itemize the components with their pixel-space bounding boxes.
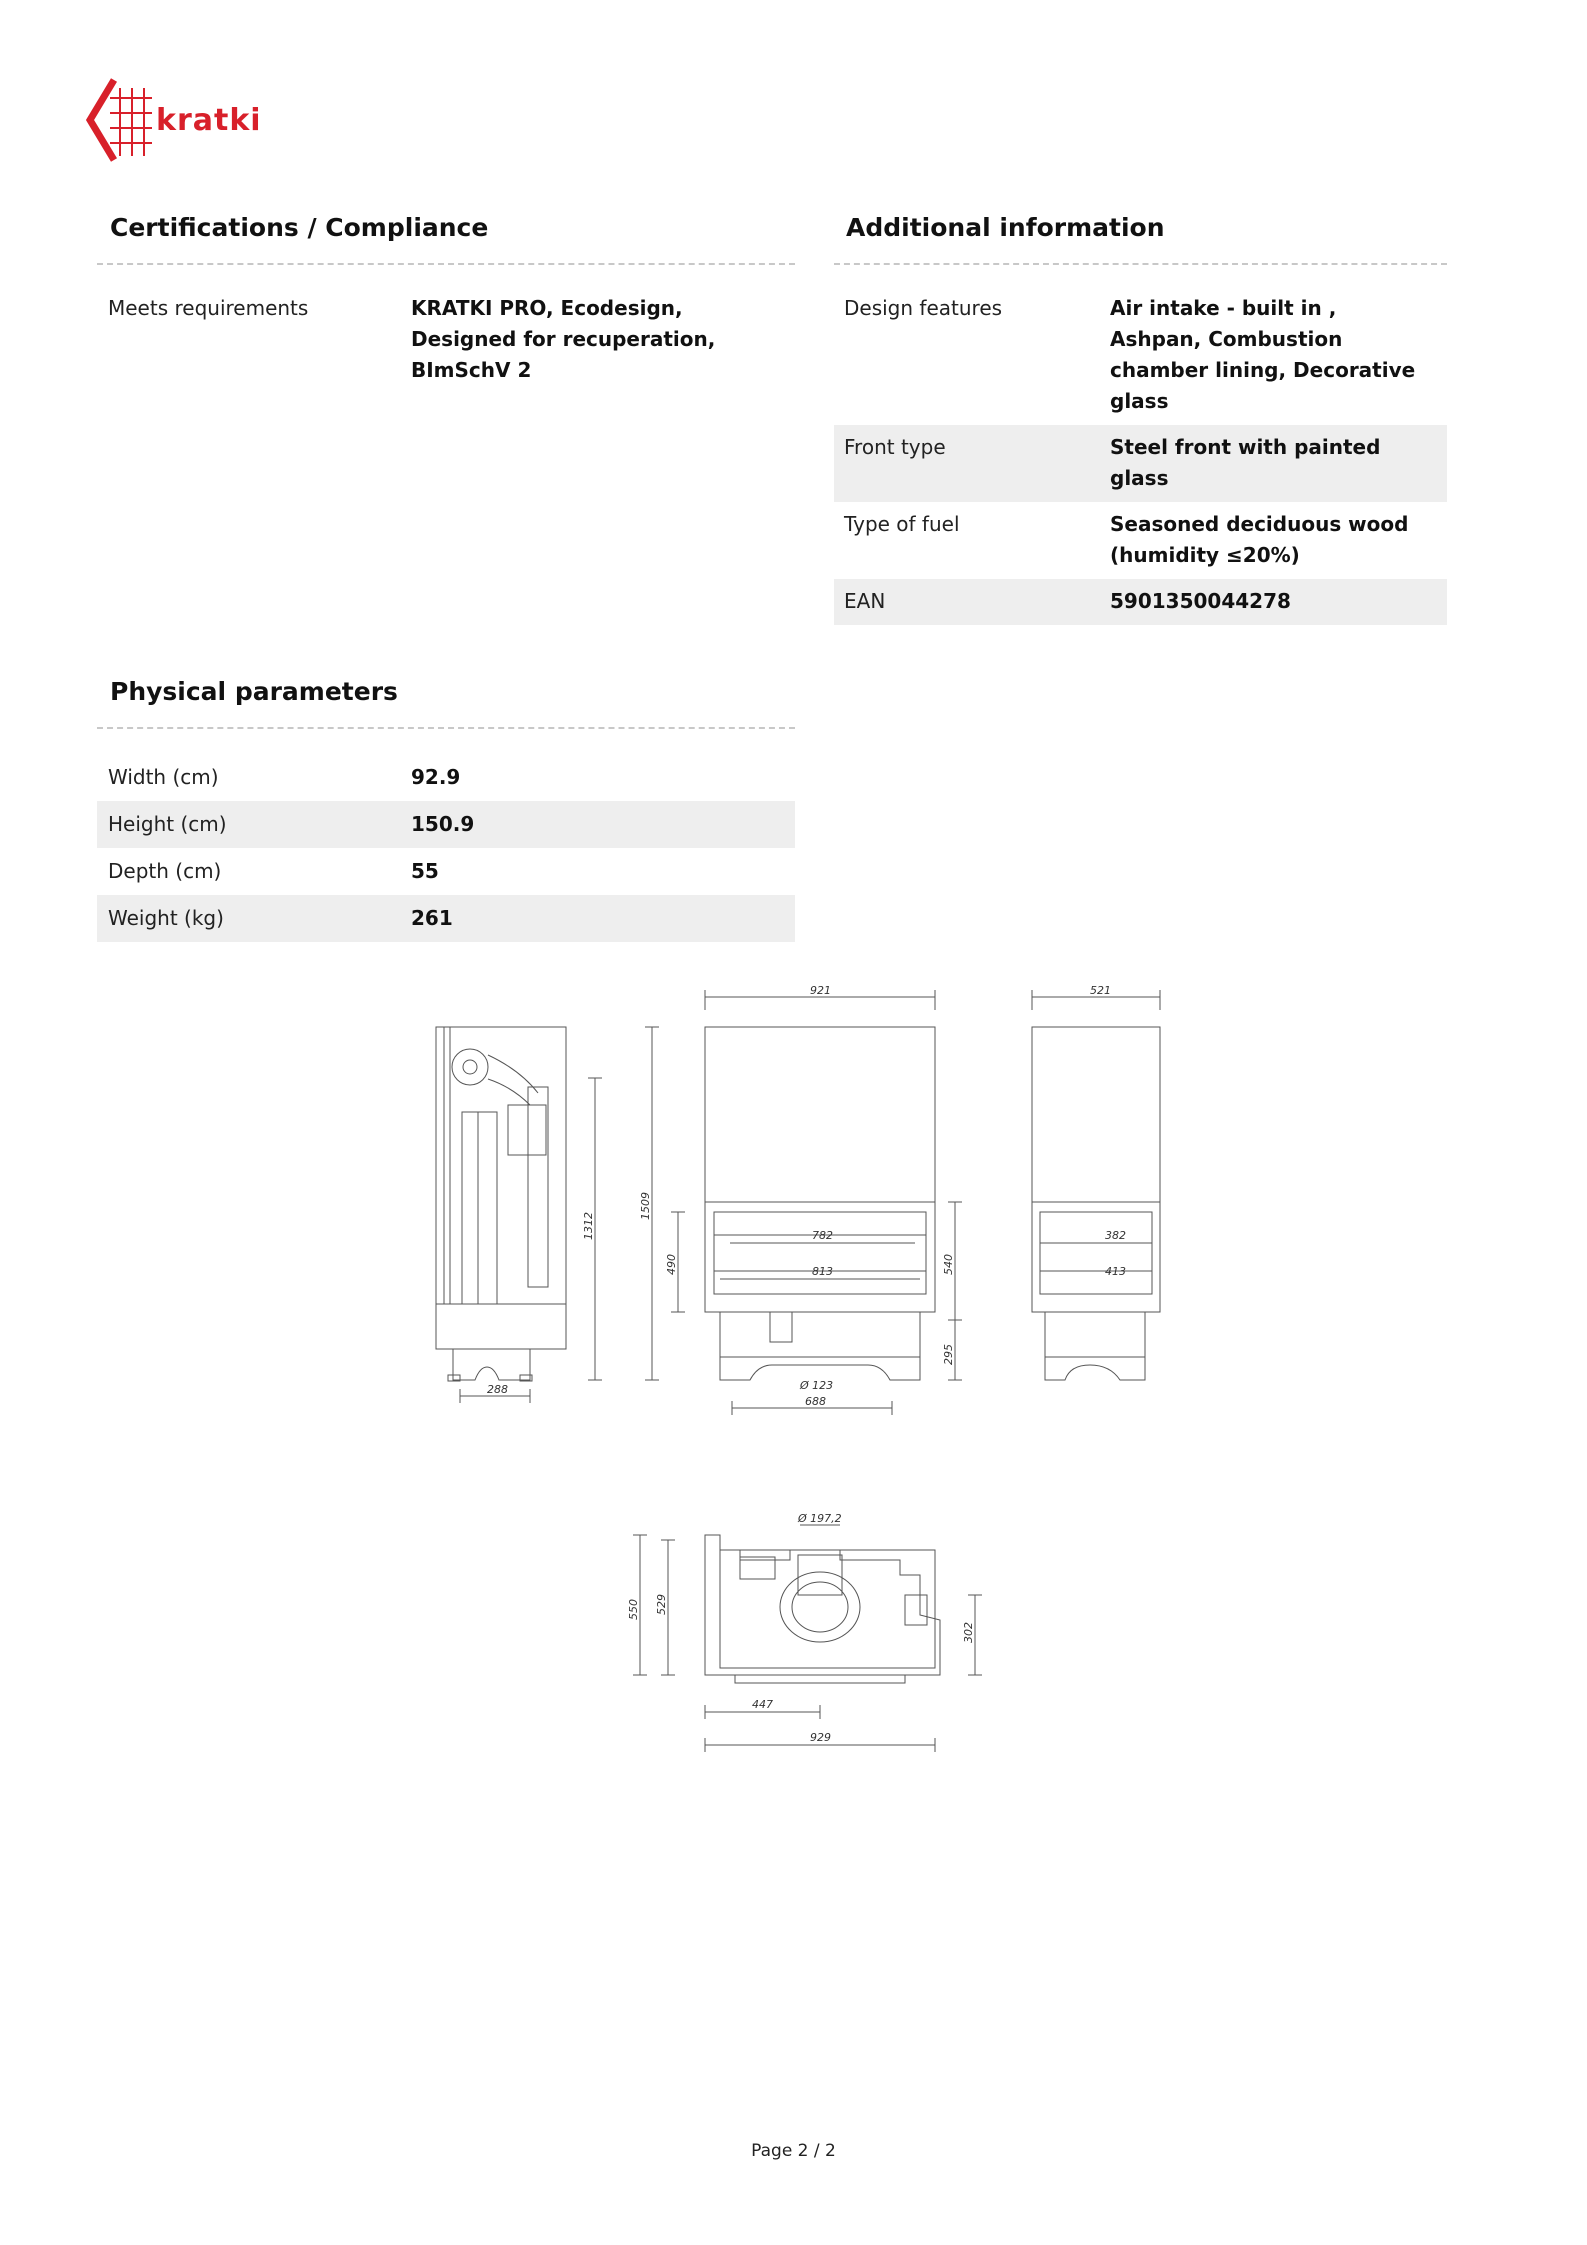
dim-label: 540 bbox=[942, 1254, 955, 1275]
table-row bbox=[97, 754, 795, 801]
dim-label: 813 bbox=[812, 1265, 833, 1278]
certifications-table bbox=[97, 291, 795, 394]
row-label: Width (cm) bbox=[108, 765, 219, 789]
kratki-logo-text: kratki bbox=[156, 103, 262, 138]
table-row bbox=[834, 502, 1447, 579]
dim-label: 490 bbox=[665, 1254, 678, 1275]
kratki-logo bbox=[86, 78, 336, 162]
table-row bbox=[97, 848, 795, 895]
row-label: Type of fuel bbox=[844, 512, 960, 536]
dim-label: 521 bbox=[1090, 984, 1111, 997]
dim-label: 1509 bbox=[639, 1192, 652, 1220]
dim-label: 529 bbox=[655, 1594, 668, 1615]
dim-label: 782 bbox=[812, 1229, 833, 1242]
row-value: 55 bbox=[411, 859, 439, 883]
row-label: Meets requirements bbox=[108, 296, 309, 320]
row-label: Weight (kg) bbox=[108, 906, 224, 930]
page-number: Page 2 / 2 bbox=[751, 2141, 836, 2161]
row-label: Design features bbox=[844, 296, 1003, 320]
row-value: Air intake - built in , Ashpan, Combustion chamber lining, Decorative glass bbox=[1110, 296, 1416, 413]
table-row bbox=[97, 895, 795, 942]
physical-divider bbox=[97, 727, 795, 729]
physical-table bbox=[97, 754, 795, 942]
top-view bbox=[633, 1525, 982, 1752]
additional-title: Additional information bbox=[846, 213, 1165, 242]
row-value: 150.9 bbox=[411, 812, 475, 836]
dim-label: 1312 bbox=[582, 1212, 595, 1240]
dim-label: 382 bbox=[1105, 1229, 1126, 1242]
dim-label: 929 bbox=[810, 1731, 831, 1744]
row-value: Steel front with painted glass bbox=[1110, 435, 1381, 490]
certifications-title: Certifications / Compliance bbox=[110, 213, 489, 242]
dim-label: 550 bbox=[627, 1599, 640, 1620]
table-row bbox=[834, 425, 1447, 502]
additional-divider bbox=[834, 263, 1447, 265]
table-row bbox=[97, 801, 795, 848]
table-row bbox=[834, 579, 1447, 625]
dim-label: Ø 197,2 bbox=[798, 1512, 842, 1525]
kratki-logo-mark bbox=[90, 80, 152, 160]
dim-label: 413 bbox=[1105, 1265, 1126, 1278]
dim-label: Ø 123 bbox=[800, 1379, 834, 1392]
row-label: EAN bbox=[844, 589, 886, 613]
side-section-view bbox=[436, 1027, 602, 1403]
dim-label: 921 bbox=[810, 984, 831, 997]
row-label: Height (cm) bbox=[108, 812, 227, 836]
row-label: Depth (cm) bbox=[108, 859, 222, 883]
front-view bbox=[645, 990, 962, 1415]
dim-label: 447 bbox=[752, 1698, 773, 1711]
row-value: Seasoned deciduous wood (humidity ≤20%) bbox=[1110, 512, 1409, 567]
table-row bbox=[834, 291, 1447, 425]
dim-label: 295 bbox=[942, 1344, 955, 1365]
dim-label: 688 bbox=[805, 1395, 826, 1408]
row-value: 261 bbox=[411, 906, 453, 930]
row-value: 92.9 bbox=[411, 765, 461, 789]
additional-table bbox=[834, 291, 1447, 625]
table-row bbox=[97, 291, 795, 394]
dim-label: 288 bbox=[487, 1383, 508, 1396]
physical-title: Physical parameters bbox=[110, 677, 398, 706]
row-label: Front type bbox=[844, 435, 946, 459]
dim-label: 302 bbox=[962, 1622, 975, 1643]
technical-drawing bbox=[420, 975, 1200, 1765]
certifications-divider bbox=[97, 263, 795, 265]
right-side-view bbox=[1032, 990, 1160, 1380]
row-value: KRATKI PRO, Ecodesign, Designed for recuperation, BImSchV 2 bbox=[411, 296, 716, 382]
row-value: 5901350044278 bbox=[1110, 589, 1291, 613]
